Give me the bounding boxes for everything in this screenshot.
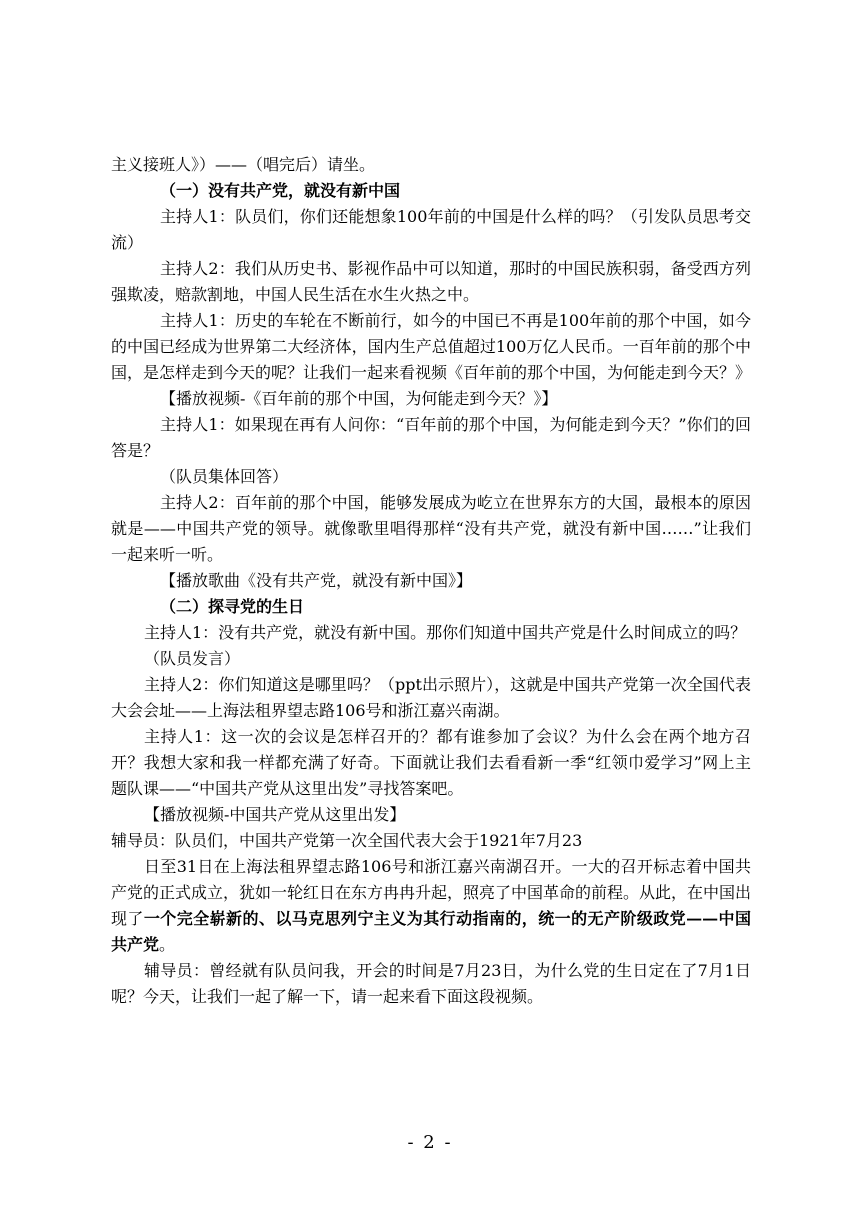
stage-direction-collective-answer: （队员集体回答）	[160, 467, 289, 486]
page-number: - 2 -	[407, 1132, 453, 1153]
paragraph-host2-site: 主持人2：你们知道这是哪里吗？（ppt出示照片），这就是中国共产党第一次全国代表大会会址——上海法租界望志路106号和浙江嘉兴南湖。	[111, 675, 751, 720]
paragraph-host2-answer: 主持人2：百年前的那个中国，能够发展成为屹立在世界东方的大国，最根本的原因就是——中国共产党的领导。就像歌里唱得那样“没有共产党，就没有新中国……”让我们一起来听一听。	[111, 493, 751, 564]
paragraph-counselor-date: 辅导员：队员们，中国共产党第一次全国代表大会于1921年7月23	[111, 831, 583, 850]
paragraph-host1-question: 主持人1：队员们，你们还能想象100年前的中国是什么样的吗？（引发队员思考交流）	[111, 207, 751, 252]
founding-bold-text: 一个完全崭新的、以马克思列宁主义为其行动指南的，统一的无产阶级政党——中国共产党	[111, 909, 751, 954]
paragraph-continuation: 主义接班人》）——（唱完后）请坐。	[111, 155, 376, 174]
paragraph-counselor-birthday: 辅导员：曾经就有队员问我，开会的时间是7月23日，为什么党的生日定在了7月1日呢？今天，让我们一起了解一下，请一起来看下面这段视频。	[111, 961, 751, 1006]
founding-end-punct: 。	[159, 935, 176, 954]
paragraph-counselor-founding	[111, 854, 751, 958]
paragraph-host1-wheel: 主持人1：历史的车轮在不断前行，如今的中国已不再是100年前的那个中国，如今的中国已经成为世界第二大经济体，国内生产总值超过100万亿人民币。一百年前的那个中国，是怎样走到今天的呢？让我们一起来看视频《百年前的那个中国，为何能走到今天？》	[111, 311, 752, 382]
paragraph-host1-meeting: 主持人1：这一次的会议是怎样召开的？都有谁参加了会议？为什么会在两个地方召开？我想大家和我一样都充满了好奇。下面就让我们去看看新一季“红领巾爱学习”网上主题队课——“中国共产党从这里出发”寻找答案吧。	[111, 727, 751, 798]
paragraph-host1-ask: 主持人1：如果现在再有人问你：“百年前的那个中国，为何能走到今天？”你们的回答是？	[111, 415, 751, 460]
stage-direction-video-1: 【播放视频-《百年前的那个中国，为何能走到今天？》】	[160, 389, 558, 408]
stage-direction-video-2: 【播放视频-中国共产党从这里出发】	[144, 805, 406, 824]
stage-direction-song: 【播放歌曲《没有共产党，就没有新中国》】	[160, 571, 473, 590]
paragraph-host2-history: 主持人2：我们从历史书、影视作品中可以知道，那时的中国民族积弱，备受西方列强欺凌，赔款割地，中国人民生活在水生火热之中。	[111, 259, 751, 304]
section-heading-1: （一）没有共产党，就没有新中国	[160, 181, 401, 200]
paragraph-host1-founding: 主持人1：没有共产党，就没有新中国。那你们知道中国共产党是什么时间成立的吗？	[144, 623, 747, 642]
founding-text: 日至31日在上海法租界望志路106号和浙江嘉兴南湖召开。一大的召开标志着中国共产党的正式成立，犹如一轮红日在东方冉冉升起，照亮了中国革命的前程。从此，在中国出现了	[111, 857, 752, 928]
section-heading-2: （二）探寻党的生日	[160, 597, 305, 616]
document-body	[111, 152, 751, 1010]
stage-direction-member-speech: （队员发言）	[144, 649, 241, 668]
